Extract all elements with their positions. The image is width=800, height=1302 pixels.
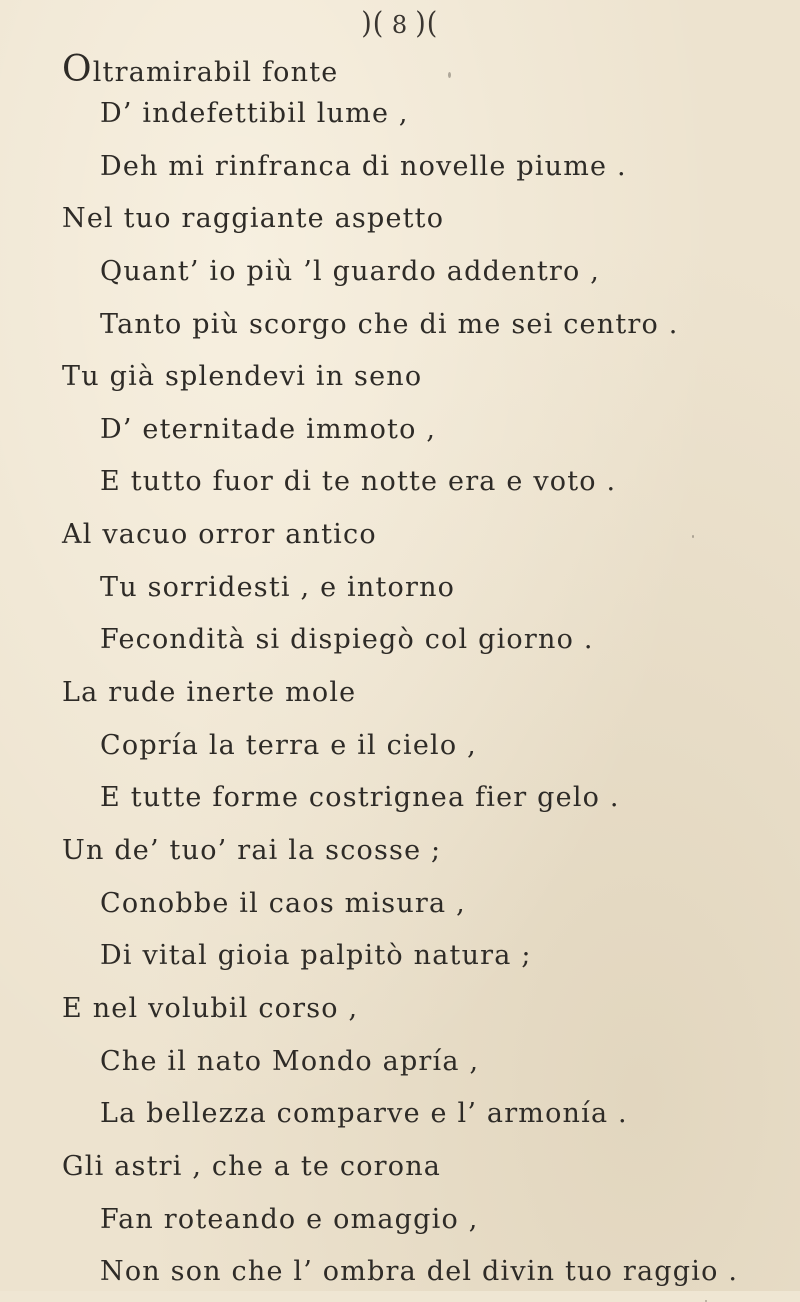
poem-line-17: Conobbe il caos misura , — [100, 888, 466, 919]
paper-speck — [692, 535, 694, 538]
poem-line-20: Che il nato Mondo apría , — [100, 1046, 480, 1077]
poem-line-13: La rude inerte mole — [62, 677, 357, 708]
poem-line-11: Tu sorridesti , e intorno — [100, 572, 456, 603]
poem-line-7: Tu già splendevi in seno — [62, 361, 423, 392]
drop-cap: O — [62, 49, 93, 90]
poem-line-3: Deh mi rinfranca di novelle piume . — [100, 151, 627, 182]
poem-line-19: E nel volubil corso , — [62, 993, 359, 1024]
poem-line-15: E tutte forme costrignea fier gelo . — [100, 782, 620, 813]
poem-line-1 — [62, 49, 339, 90]
poem-line-5: Quant’ io più ’l guardo addentro , — [100, 256, 600, 287]
page-number: 8 — [391, 11, 409, 39]
poem-line-10: Al vacuo orror antico — [62, 519, 377, 550]
poem-line-24: Non son che l’ ombra del divin tuo raggio . — [100, 1256, 739, 1287]
poem-line-18: Di vital gioia palpitò natura ; — [100, 940, 532, 971]
poem-line-2: D’ indefettibil lume , — [100, 98, 409, 129]
poem-line-22: Gli astri , che a te corona — [62, 1151, 442, 1182]
paper-speck — [448, 72, 451, 78]
poem-line-4: Nel tuo raggiante aspetto — [62, 203, 445, 234]
page-header — [0, 6, 800, 41]
poem-line-8: D’ eternitade immoto , — [100, 414, 437, 445]
ornament-right: )( — [415, 6, 439, 41]
poem-line-21: La bellezza comparve e l’ armonía . — [100, 1098, 628, 1129]
poem-line-12: Fecondità si dispiegò col giorno . — [100, 624, 594, 655]
poem-line-23: Fan roteando e omaggio , — [100, 1204, 479, 1235]
ornament-left: )( — [361, 6, 385, 41]
poem-line-6: Tanto più scorgo che di me sei centro . — [100, 309, 679, 340]
poem-line-16: Un de’ tuo’ rai la scosse ; — [62, 835, 442, 866]
poem-line-9: E tutto fuor di te notte era e voto . — [100, 466, 617, 497]
poem-line-1-text: ltramirabil fonte — [92, 57, 339, 88]
poem-line-14: Copría la terra e il cielo , — [100, 730, 477, 761]
